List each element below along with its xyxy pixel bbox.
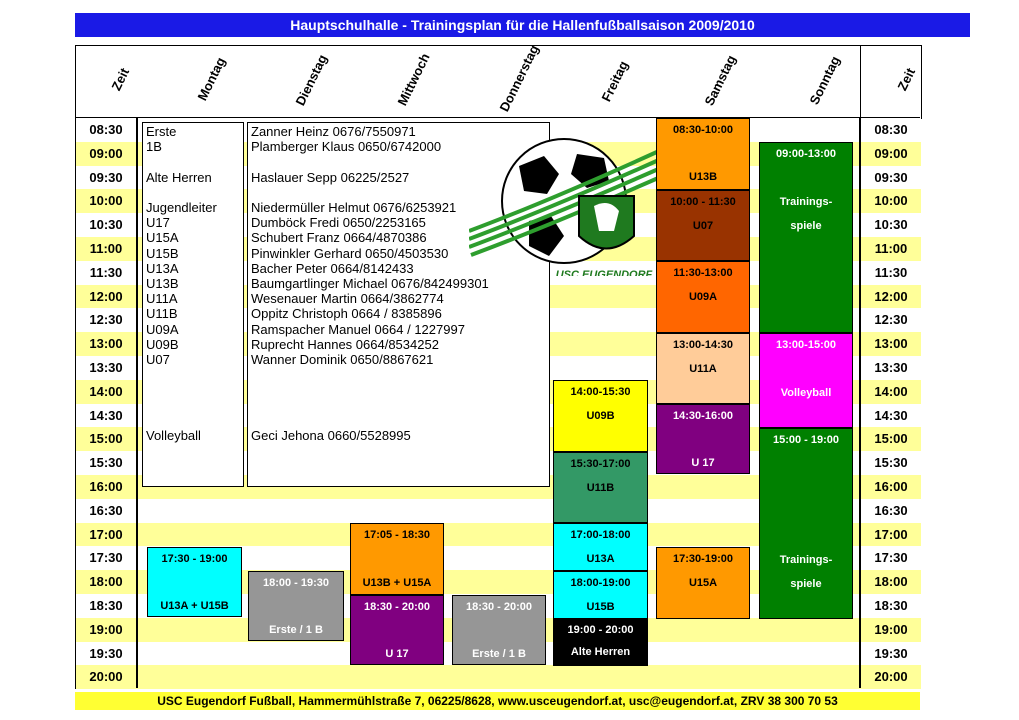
club-logo-graphic — [469, 136, 669, 276]
time-label-right: 11:00 — [874, 241, 908, 256]
block-time: 14:00-15:30 — [570, 386, 631, 398]
time-label-left: 17:00 — [89, 526, 123, 542]
block-team: U13A + U15B — [160, 600, 229, 612]
time-label-left: 15:00 — [89, 431, 123, 447]
block-team: U 17 — [691, 457, 715, 469]
time-label-right: 10:30 — [874, 217, 908, 233]
header-zeit-left-box — [75, 45, 137, 119]
block-time: 10:00 - 11:30 — [670, 196, 736, 208]
block-time: 15:30-17:00 — [570, 458, 631, 470]
time-label-left: 10:30 — [89, 217, 123, 233]
block-team: U09A — [688, 291, 718, 303]
header-day-samstag: Samstag — [701, 52, 739, 108]
block-team: Alte Herren — [570, 646, 631, 658]
time-label-right: 19:30 — [874, 645, 908, 661]
block-time: 15:00 - 19:00 — [772, 434, 840, 446]
block-team: U11B — [586, 482, 615, 494]
block-team: spiele — [790, 578, 822, 590]
contact-person: Dumböck Fredi 0650/2253165 — [251, 215, 426, 231]
time-label-left: 19:00 — [89, 621, 123, 637]
block-freitag-2 — [553, 452, 648, 523]
contact-person: Bacher Peter 0664/8142433 — [251, 260, 414, 276]
time-label-right: 20:00 — [874, 669, 908, 685]
contact-team: Jugendleiter — [146, 200, 217, 215]
block-team: spiele — [790, 220, 822, 232]
time-label-right: 15:00 — [874, 431, 908, 447]
contact-team: U15B — [146, 245, 179, 261]
block-samstag-5 — [656, 404, 750, 474]
block-donnerstag-1 — [452, 595, 546, 665]
contact-team: U13B — [146, 276, 179, 291]
contact-team: U09A — [146, 321, 179, 337]
time-label-right: 13:00 — [874, 336, 908, 352]
page-title: Hauptschulhalle - Trainingsplan für die Hallenfußballsaison 2009/2010 — [75, 13, 970, 37]
time-label-right: 12:30 — [874, 312, 908, 328]
contact-team: Volleyball — [146, 428, 201, 443]
block-freitag-3 — [553, 523, 648, 571]
header-day-dienstag: Dienstag — [292, 52, 331, 108]
time-label-right: 17:30 — [874, 550, 908, 566]
block-time: 18:00-19:00 — [570, 577, 631, 589]
contact-person: Schubert Franz 0664/4870386 — [251, 230, 427, 246]
block-samstag-3 — [656, 261, 750, 333]
time-label-left: 16:00 — [89, 479, 123, 494]
block-team: U13B + U15A — [362, 577, 432, 589]
logo-text: USC EUGENDORF — [555, 269, 653, 276]
time-label-left: 11:30 — [89, 264, 123, 280]
contact-person: Wesenauer Martin 0664/3862774 — [251, 291, 444, 307]
time-label-right: 18:00 — [874, 574, 908, 590]
contact-person: Baumgartlinger Michael 0676/842499301 — [251, 276, 489, 291]
block-samstag-4 — [656, 333, 750, 404]
time-label-right: 14:00 — [874, 383, 908, 399]
block-dienstag-1 — [248, 571, 344, 641]
contact-person: Haslauer Sepp 06225/2527 — [251, 169, 410, 185]
time-label-left: 13:30 — [89, 360, 123, 375]
block-team: U13A — [586, 553, 615, 565]
contact-team: U09B — [146, 336, 179, 352]
contact-person: Wanner Dominik 0650/8867621 — [251, 352, 434, 367]
time-label-right: 10:00 — [874, 193, 908, 209]
club-logo — [469, 136, 669, 276]
block-time: 11:30-13:00 — [673, 267, 733, 279]
block-samstag-1 — [656, 118, 750, 190]
time-label-left: 14:30 — [89, 407, 123, 423]
contact-team: Erste — [146, 124, 177, 139]
time-label-right: 13:30 — [874, 360, 908, 375]
time-label-right: 19:00 — [874, 621, 908, 637]
block-freitag-4 — [553, 571, 648, 619]
block-mittwoch-2 — [350, 595, 444, 665]
contact-person: Zanner Heinz 0676/7550971 — [251, 124, 416, 139]
contacts-teams-box — [142, 122, 244, 487]
header-day-sonntag: Sonntag — [806, 53, 843, 107]
block-team: Erste / 1 B — [269, 624, 323, 636]
time-label-left: 20:00 — [89, 669, 123, 685]
time-label-right: 16:00 — [874, 479, 908, 494]
header-zeit-left: Zeit — [108, 65, 133, 93]
block-freitag-5 — [553, 619, 648, 666]
block-time: 13:00-15:00 — [776, 339, 836, 351]
block-time: 17:30 - 19:00 — [161, 553, 228, 565]
time-label-left: 10:00 — [89, 193, 123, 209]
footer-contact: USC Eugendorf Fußball, Hammermühlstraße 7, 06225/8628, www.usceugendorf.at, usc@eugendorf.at, ZRV 38 300 70 53 — [75, 692, 920, 710]
block-mittwoch-1 — [350, 523, 444, 595]
time-label-left: 12:00 — [89, 288, 123, 304]
block-team: U 17 — [385, 648, 409, 660]
block-time: 08:30-10:00 — [673, 124, 733, 136]
header-zeit-right: Zeit — [894, 65, 919, 93]
block-time: 09:00-13:00 — [776, 148, 836, 160]
grid-divider-left — [136, 118, 138, 688]
block-team: U07 — [692, 220, 714, 232]
block-time: 17:30-19:00 — [673, 553, 733, 565]
time-label-right: 16:30 — [874, 502, 908, 518]
block-sonntag-2 — [759, 333, 853, 428]
contact-person: Ruprecht Hannes 0664/8534252 — [251, 336, 439, 352]
time-label-left: 14:00 — [89, 383, 123, 399]
block-sonntag-3 — [759, 428, 853, 619]
contact-team: U15A — [146, 230, 179, 246]
time-label-right: 17:00 — [874, 526, 908, 542]
time-label-left: 19:30 — [89, 645, 123, 661]
time-label-left: 13:00 — [89, 336, 123, 352]
time-label-left: 15:30 — [89, 455, 123, 471]
time-label-right: 08:30 — [874, 122, 908, 137]
contact-person: Ramspacher Manuel 0664 / 1227997 — [251, 321, 465, 337]
time-label-left: 12:30 — [89, 312, 123, 328]
time-label-left: 18:30 — [89, 598, 123, 613]
block-team: U11A — [689, 363, 717, 375]
contact-person: Geci Jehona 0660/5528995 — [251, 428, 411, 443]
block-team: U15A — [688, 577, 718, 589]
time-label-right: 15:30 — [874, 455, 908, 471]
time-label-right: 12:00 — [874, 288, 908, 304]
block-time: 17:00-18:00 — [570, 529, 631, 541]
block-team: Volleyball — [780, 387, 832, 399]
block-team: Trainings- — [779, 196, 833, 208]
time-label-right: 09:30 — [874, 169, 908, 185]
time-label-right: 18:30 — [874, 598, 908, 613]
header-day-montag: Montag — [194, 54, 229, 103]
block-team: Erste / 1 B — [472, 648, 526, 660]
block-team: U13B — [688, 171, 718, 183]
block-time: 13:00-14:30 — [673, 339, 733, 351]
contact-team: U13A — [146, 260, 179, 276]
contact-person: Plamberger Klaus 0650/6742000 — [251, 139, 442, 155]
block-time: 17:05 - 18:30 — [363, 529, 431, 541]
block-samstag-2 — [656, 190, 750, 261]
contact-team: Alte Herren — [146, 169, 212, 185]
time-label-left: 17:30 — [89, 550, 123, 566]
contact-person: Pinwinkler Gerhard 0650/4503530 — [251, 245, 449, 261]
time-label-left: 11:00 — [89, 241, 123, 256]
block-sonntag-1 — [759, 142, 853, 333]
block-time: 19:00 - 20:00 — [567, 624, 634, 636]
contact-person: Niedermüller Helmut 0676/6253921 — [251, 200, 457, 215]
time-label-right: 09:00 — [874, 145, 908, 161]
block-time: 18:00 - 19:30 — [262, 577, 330, 589]
header-day-freitag: Freitag — [598, 58, 632, 104]
time-label-left: 09:00 — [89, 145, 123, 161]
block-time: 14:30-16:00 — [673, 410, 733, 422]
block-samstag-6 — [656, 547, 750, 619]
header-day-donnerstag: Donnerstag — [496, 42, 542, 114]
block-time: 18:30 - 20:00 — [465, 601, 533, 613]
block-team: U09B — [586, 410, 615, 422]
block-freitag-1 — [553, 380, 648, 452]
time-label-left: 18:00 — [89, 574, 123, 590]
time-row — [76, 665, 921, 689]
grid-divider-right — [859, 118, 861, 688]
contact-team: U17 — [146, 215, 170, 231]
contact-team: 1B — [146, 139, 162, 155]
time-label-right: 11:30 — [874, 264, 908, 280]
time-label-left: 16:30 — [89, 502, 123, 518]
contact-team: U11A — [146, 291, 178, 307]
time-label-left: 08:30 — [89, 122, 123, 137]
block-time: 18:30 - 20:00 — [363, 601, 431, 613]
contact-person: Oppitz Christoph 0664 / 8385896 — [251, 306, 442, 322]
schedule-grid — [75, 117, 920, 689]
time-label-right: 14:30 — [874, 407, 908, 423]
contact-team: U07 — [146, 352, 170, 367]
block-montag-1 — [147, 547, 242, 617]
time-label-left: 09:30 — [89, 169, 123, 185]
contact-team: U11B — [146, 306, 178, 322]
block-team: U15B — [586, 601, 615, 613]
block-team: Trainings- — [779, 554, 833, 566]
header-day-mittwoch: Mittwoch — [394, 50, 433, 108]
